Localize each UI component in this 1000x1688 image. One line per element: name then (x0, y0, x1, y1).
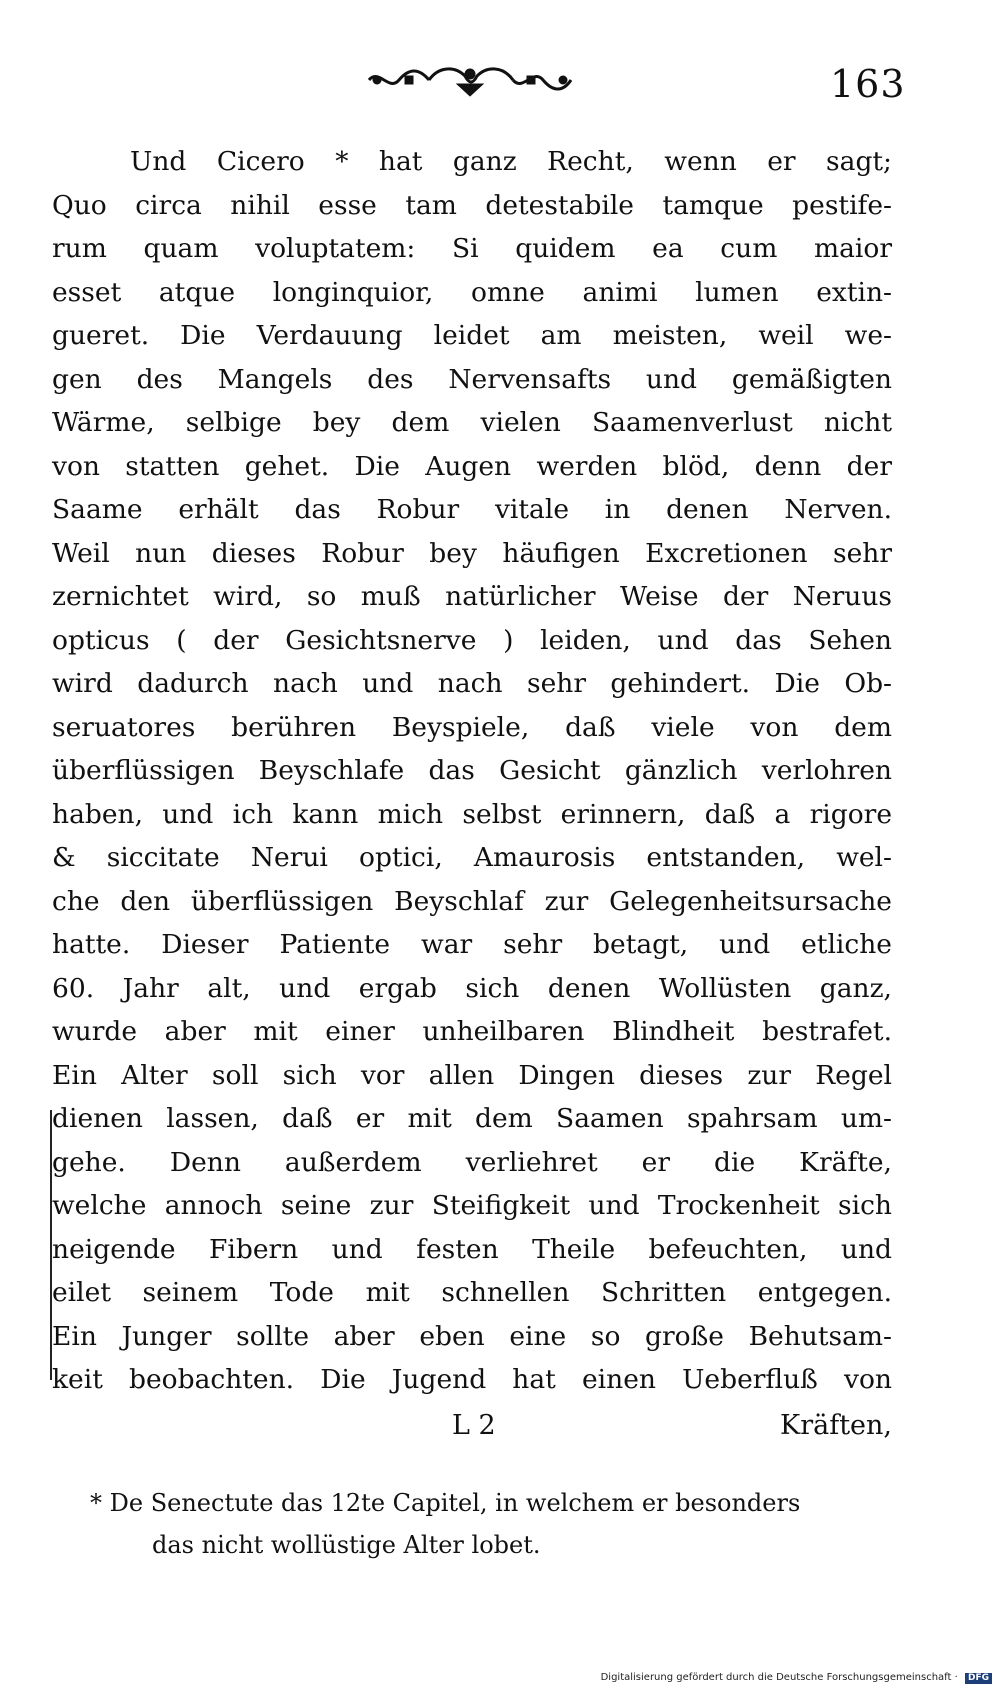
text-line: dienen lassen, daß er mit dem Saamen spahrsam um- (52, 1103, 892, 1134)
text-line: opticus ( der Gesichtsnerve ) leiden, und das Sehen (52, 624, 892, 656)
text-line: Und Cicero * hat ganz Recht, wenn er sagt; (130, 146, 892, 177)
main-text (52, 140, 892, 1402)
text-line: haben, und ich kann mich selbst erinnern, daß a rigore (52, 798, 892, 830)
text-line: 60. Jahr alt, und ergab sich denen Wollüsten ganz, (52, 972, 892, 1004)
footnote-line: * De Senectute das 12te Capitel, in welchem er besonders (90, 1489, 801, 1517)
text-line: seruatores berühren Beyspiele, daß viele von dem (52, 711, 892, 743)
dfg-logo: DFG (965, 1673, 992, 1684)
text-line: welche annoch seine zur Steifigkeit und Trockenheit sich (52, 1190, 892, 1221)
margin-line (50, 1110, 52, 1380)
text-line: rum quam voluptatem: Si quidem ea cum maior (52, 233, 892, 264)
page-number: 163 (830, 62, 906, 106)
text-line: Ein Junger sollte aber eben eine so große Behutsam- (52, 1320, 892, 1352)
text-line: wird dadurch nach und nach sehr gehindert. Die Ob- (52, 668, 892, 699)
text-line: Wärme, selbige bey dem vielen Saamenverlust nicht (52, 407, 892, 438)
digitization-credit (601, 1672, 992, 1684)
text-line: keit beobachten. Die Jugend hat einen Ueberfluß von (52, 1364, 892, 1395)
text-line: & siccitate Nerui optici, Amaurosis entstanden, wel- (52, 842, 892, 873)
text-line: wurde aber mit einer unheilbaren Blindheit bestrafet. (52, 1016, 892, 1047)
decorative-ornament (365, 62, 575, 98)
text-line: che den überflüssigen Beyschlaf zur Gelegenheitsursache (52, 885, 892, 917)
text-line: überflüssigen Beyschlafe das Gesicht gänzlich verlohren (52, 755, 892, 786)
text-line: gueret. Die Verdauung leidet am meisten, weil we- (52, 320, 892, 351)
text-line: zernichtet wird, so muß natürlicher Weise der Neruus (52, 581, 892, 612)
footnote-line: das nicht wollüstige Alter lobet. (152, 1531, 541, 1559)
footnote (90, 1482, 890, 1566)
text-line: Ein Alter soll sich vor allen Dingen dieses zur Regel (52, 1059, 892, 1091)
text-line: hatte. Dieser Patiente war sehr betagt, und etliche (52, 929, 892, 960)
text-line: von statten gehet. Die Augen werden blöd, denn der (52, 450, 892, 482)
text-line: esset atque longinquior, omne animi lumen extin- (52, 276, 892, 308)
signature-mark: L 2 (452, 1410, 496, 1441)
text-line: neigende Fibern und festen Theile befeuchten, und (52, 1233, 892, 1265)
text-line: eilet seinem Tode mit schnellen Schritten entgegen. (52, 1277, 892, 1308)
text-line: Saame erhält das Robur vitale in denen Nerven. (52, 494, 892, 525)
page-footer-row (52, 1404, 892, 1448)
text-line: gehe. Denn außerdem verliehret er die Kräfte, (52, 1146, 892, 1178)
catchword: Kräften, (780, 1410, 892, 1441)
text-line: gen des Mangels des Nervensafts und gemäßigten (52, 363, 892, 395)
text-line: Weil nun dieses Robur bey häufigen Excretionen sehr (52, 537, 892, 569)
text-line: Quo circa nihil esse tam detestabile tamque pestife- (52, 189, 892, 221)
credit-text: Digitalisierung gefördert durch die Deutsche Forschungsgemeinschaft · (600, 1672, 958, 1683)
